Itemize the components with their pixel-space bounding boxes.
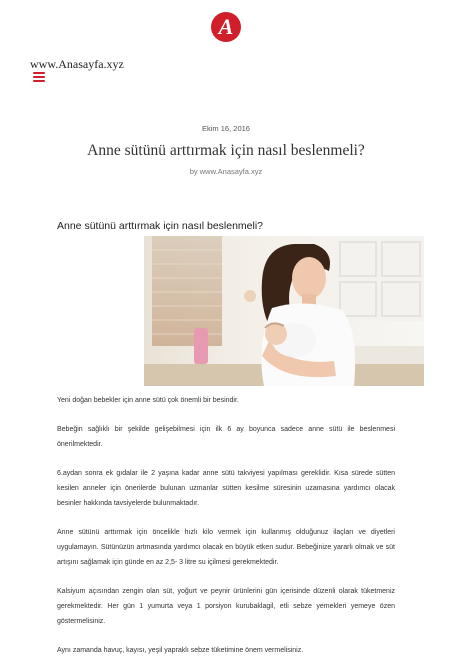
article-paragraph: Bebeğin sağlıklı bir şekilde gelişebilmesi için ilk 6 ay boyunca sadece anne sütü ile beslenmesi önerilmektedir.	[57, 426, 395, 448]
hamburger-icon[interactable]	[33, 72, 45, 82]
hamburger-bar	[33, 76, 45, 78]
breastfeeding-mother-photo	[144, 236, 424, 386]
article-heading: Anne sütünü arttırmak için nasıl beslenmeli?	[57, 220, 264, 232]
article-paragraph: 6.aydan sonra ek gıdalar ile 2 yaşına kadar anne sütü takviyesi yapılması gereklidir. Kısa sürede sütten kesilen anneler için önerilerde bulunan uzmanlar sütten kesilme süresinin uzamasına yardımcı olacak besinler hakkında tavsiyelerde bulunmaktadır.	[57, 470, 395, 507]
logo-wrapper	[0, 12, 452, 42]
byline-prefix: by	[189, 167, 198, 176]
article-paragraph: Yeni doğan bebekler için anne sütü çok önemli bir besindir.	[57, 397, 239, 404]
site-name[interactable]: www.Anasayfa.xyz	[30, 57, 124, 71]
article-body	[57, 220, 395, 658]
hamburger-bar	[33, 80, 45, 82]
author-link[interactable]: www.Anasayfa.xyz	[199, 167, 263, 176]
hamburger-bar	[33, 72, 45, 74]
post-date: Ekim 16, 2016	[202, 124, 250, 133]
post-title: Anne sütünü arttırmak için nasıl beslenmeli?	[87, 142, 365, 159]
site-logo[interactable]	[211, 12, 241, 42]
post-byline	[0, 167, 452, 176]
article-paragraph: Aynı zamanda havuç, kayısı, yeşil yapraklı sebze tüketimine önem vermelisiniz.	[57, 647, 304, 654]
logo-letter: A	[218, 14, 234, 39]
article-paragraph: Kalsiyum açısından zengin olan süt, yoğurt ve peynir ürünlerini gün içerisinde düzenli olarak tüketmeniz gerekmektedir. Her gün 1 yumurta veya 1 porsiyon kurubaklagil, etli sebze yemekleri yemeye özen göstermelisiniz.	[57, 588, 395, 625]
article-paragraph: Anne sütünü arttırmak için öncelikle hızlı kilo vermek için kullanmış olduğunuz ilaçları ve diyetleri uygulamayın. Sütünüzün artmasında yardımcı olacak en büyük etken sudur. Bebeğinize yararlı olmak ve süt artışını sağlamak için günde en az 2,5- 3 litre su içilmesi gerekmektedir.	[57, 529, 395, 566]
